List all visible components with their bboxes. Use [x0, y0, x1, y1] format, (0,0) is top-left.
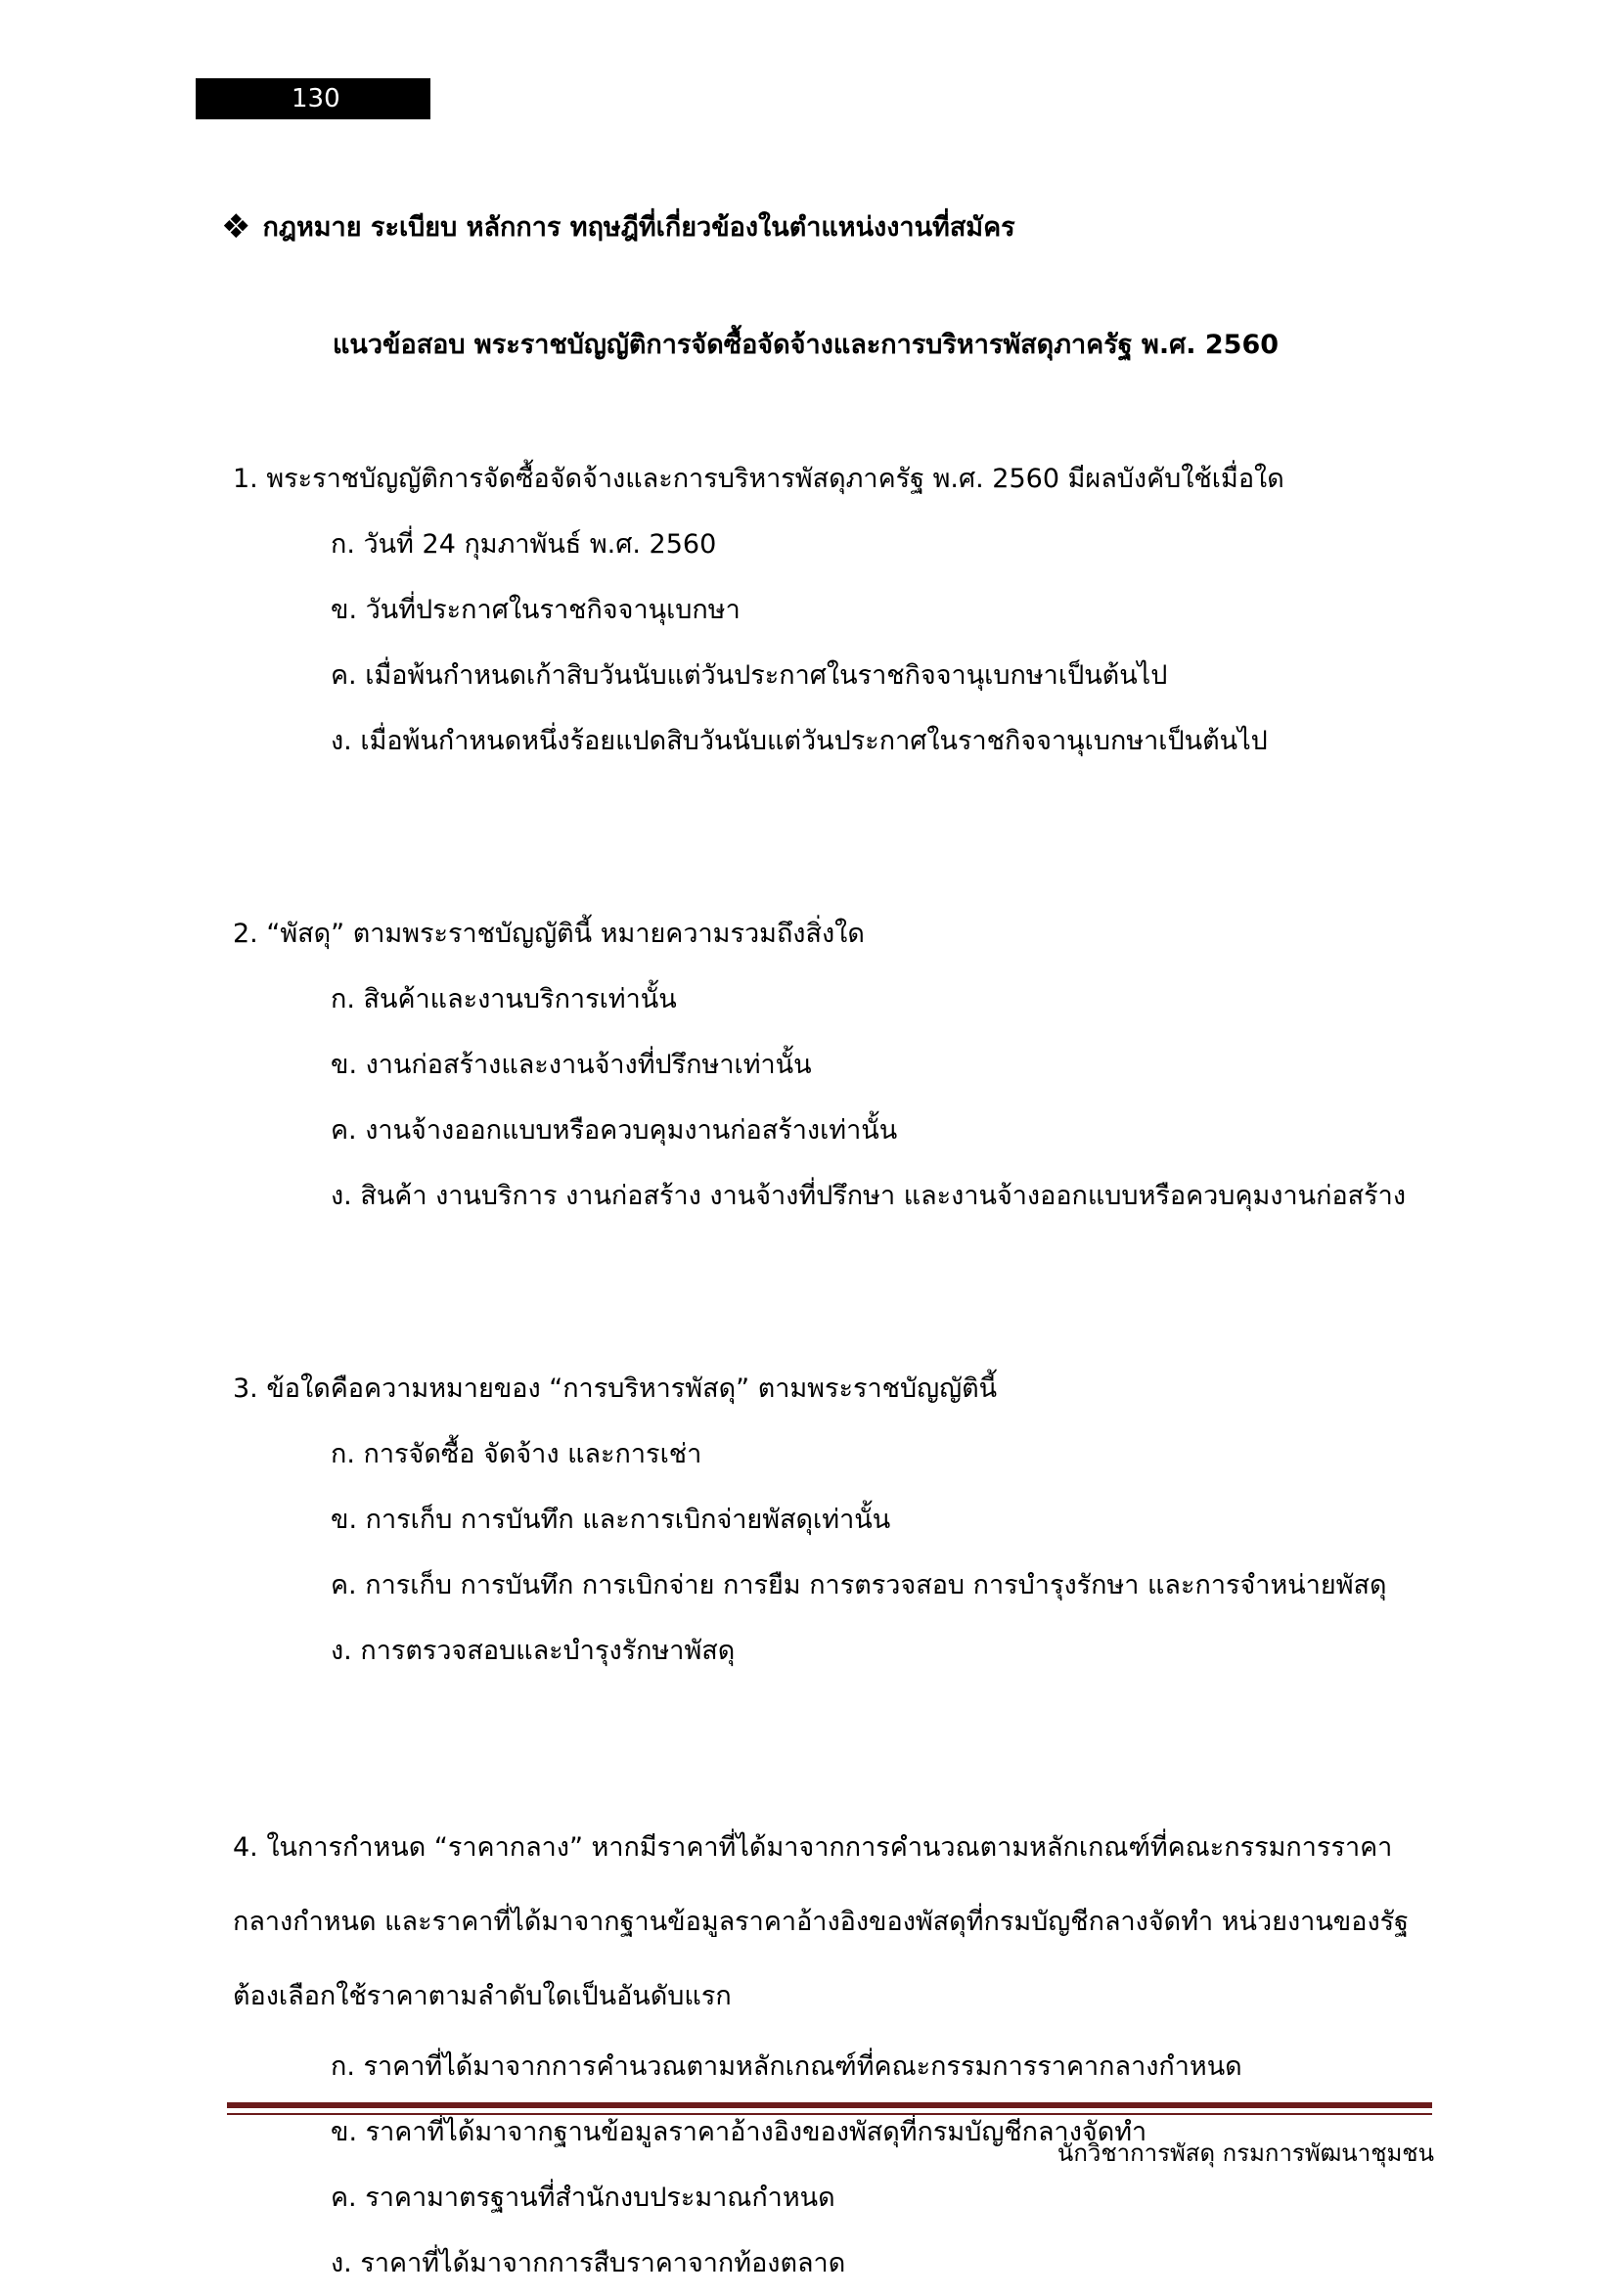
footer-rule-thin — [227, 2113, 1432, 2115]
question-1-option-a: ก. วันที่ 24 กุมภาพันธ์ พ.ศ. 2560 — [331, 529, 717, 560]
question-2-option-a: ก. สินค้าและงานบริการเท่านั้น — [331, 984, 677, 1014]
question-3-option-a: ก. การจัดซื้อ จัดจ้าง และการเช่า — [331, 1439, 702, 1469]
footer-text: นักวิชาการพัสดุ กรมการพัฒนาชุมชน — [1056, 2139, 1434, 2167]
question-2-option-d: ง. สินค้า งานบริการ งานก่อสร้าง งานจ้างที่ปรึกษา และงานจ้างออกแบบหรือควบคุมงานก่อสร้าง — [331, 1181, 1406, 1211]
question-2-text: 2. “พัสดุ” ตามพระราชบัญญัตินี้ หมายความรวมถึงสิ่งใด — [233, 919, 865, 949]
question-3-option-c: ค. การเก็บ การบันทึก การเบิกจ่าย การยืม การตรวจสอบ การบำรุงรักษา และการจำหน่ายพัสดุ — [331, 1570, 1387, 1600]
exam-subtitle: แนวข้อสอบ พระราชบัญญัติการจัดซื้อจัดจ้างและการบริหารพัสดุภาครัฐ พ.ศ. 2560 — [333, 330, 1280, 360]
question-block-4 — [233, 1811, 1436, 2296]
question-block-2 — [233, 901, 1436, 1229]
question-4-option-b: ข. ราคาที่ได้มาจากฐานข้อมูลราคาอ้างอิงของพัสดุที่กรมบัญชีกลางจัดทำ — [331, 2117, 1147, 2147]
section-heading — [221, 205, 1015, 248]
question-2-option-b: ข. งานก่อสร้างและงานจ้างที่ปรึกษาเท่านั้น — [331, 1050, 812, 1080]
section-heading-text: กฎหมาย ระเบียบ หลักการ ทฤษฎีที่เกี่ยวข้องในตำแหน่งงานที่สมัคร — [262, 212, 1015, 243]
question-block-3 — [233, 1356, 1436, 1684]
footer-rule-thick — [227, 2102, 1432, 2108]
page-number: 130 — [196, 78, 430, 119]
question-1-text: 1. พระราชบัญญัติการจัดซื้อจัดจ้างและการบริหารพัสดุภาครัฐ พ.ศ. 2560 มีผลบังคับใช้เมื่อใด — [233, 464, 1284, 494]
question-3-text: 3. ข้อใดคือความหมายของ “การบริหารพัสดุ” ตามพระราชบัญญัตินี้ — [233, 1373, 998, 1404]
question-3-option-b: ข. การเก็บ การบันทึก และการเบิกจ่ายพัสดุเท่านั้น — [331, 1505, 891, 1535]
question-block-1 — [233, 446, 1436, 774]
question-1-option-d: ง. เมื่อพ้นกำหนดหนึ่งร้อยแปดสิบวันนับแต่วันประกาศในราชกิจจานุเบกษาเป็นต้นไป — [331, 726, 1268, 756]
question-4-option-c: ค. ราคามาตรฐานที่สำนักงบประมาณกำหนด — [331, 2183, 835, 2213]
diamond-bullet-icon: ❖ — [221, 207, 251, 247]
question-1-option-b: ข. วันที่ประกาศในราชกิจจานุเบกษา — [331, 595, 741, 625]
question-4-text: 4. ในการกำหนด “ราคากลาง” หากมีราคาที่ได้มาจากการคำนวณตามหลักเกณฑ์ที่คณะกรรมการราคากลางกำหนด และราคาที่ได้มาจากฐานข้อมูลราคาอ้างอิงของพัสดุที่กรมบัญชีกลางจัดทำ หน่วยงานของรัฐต้องเลือกใช้ราคาตามลำดับใดเป็นอันดับแรก — [233, 1832, 1410, 2011]
question-4-option-d: ง. ราคาที่ได้มาจากการสืบราคาจากท้องตลาด — [331, 2248, 846, 2278]
question-list — [233, 446, 1436, 2296]
question-4-option-a: ก. ราคาที่ได้มาจากการคำนวณตามหลักเกณฑ์ที่คณะกรรมการราคากลางกำหนด — [331, 2051, 1242, 2082]
question-1-option-c: ค. เมื่อพ้นกำหนดเก้าสิบวันนับแต่วันประกาศในราชกิจจานุเบกษาเป็นต้นไป — [331, 660, 1168, 691]
question-3-option-d: ง. การตรวจสอบและบำรุงรักษาพัสดุ — [331, 1636, 736, 1666]
question-2-option-c: ค. งานจ้างออกแบบหรือควบคุมงานก่อสร้างเท่านั้น — [331, 1115, 898, 1146]
